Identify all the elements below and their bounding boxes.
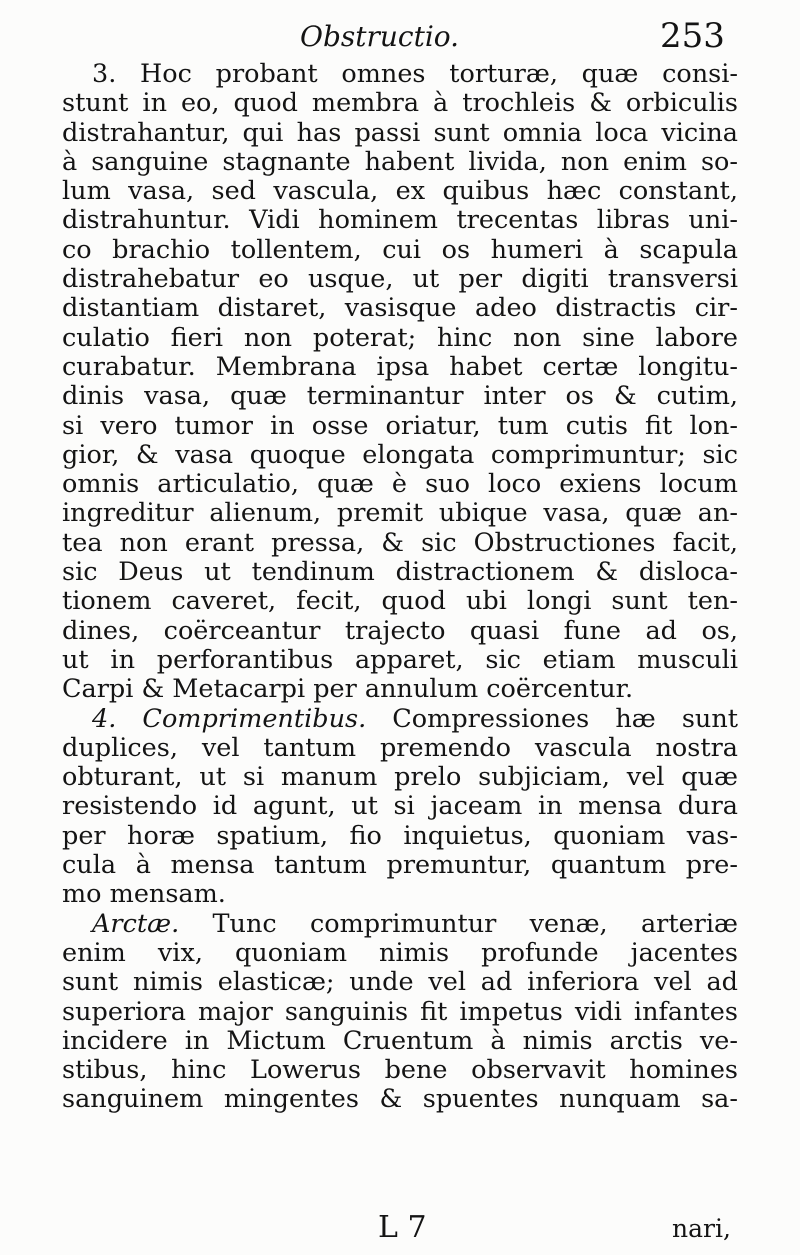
text-line — [62, 617, 738, 646]
text-line — [62, 1085, 738, 1114]
italic-lead: 4. Comprimentibus. — [92, 703, 367, 734]
text-line — [62, 60, 738, 89]
line-text: obturant, ut si manum prelo subjiciam, vel quæ — [62, 762, 738, 793]
line-text: enim vix, quoniam nimis profunde jacentes — [62, 937, 738, 968]
line-text: culatio fieri non poterat; hinc non sine labore — [62, 322, 738, 353]
line-text: mo mensam. — [62, 879, 226, 910]
line-text: superiora major sanguinis fit impetus vidi infantes — [62, 996, 738, 1027]
text-line — [62, 880, 738, 909]
text-line — [62, 558, 738, 587]
line-text: co brachio tollentem, cui os humeri à scapula — [62, 234, 738, 265]
line-text: dinis vasa, quæ terminantur inter os & cutim, — [62, 381, 738, 412]
page-header — [0, 14, 800, 64]
line-text: Carpi & Metacarpi per annulum coërcentur. — [62, 674, 634, 705]
line-text: sanguinem mingentes & spuentes nunquam sa- — [62, 1084, 738, 1115]
text-line — [62, 851, 738, 880]
line-text: distantiam distaret, vasisque adeo distractis cir- — [62, 293, 738, 324]
text-line — [62, 294, 738, 323]
text-line — [62, 265, 738, 294]
line-text: tea non erant pressa, & sic Obstructiones facit, — [62, 527, 738, 558]
text-line — [62, 734, 738, 763]
line-text: ingreditur alienum, premit ubique vasa, quæ an- — [62, 498, 738, 529]
body-text — [62, 60, 738, 1115]
text-line — [62, 89, 738, 118]
text-line — [62, 968, 738, 997]
line-text: curabatur. Membrana ipsa habet certæ longitu- — [62, 351, 738, 382]
line-text: resistendo id agunt, ut si jaceam in mensa dura — [62, 791, 738, 822]
line-text: 3. Hoc probant omnes torturæ, quæ consi- — [92, 59, 738, 89]
text-line — [62, 177, 738, 206]
line-text: duplices, vel tantum premendo vascula nostra — [62, 732, 738, 763]
text-line — [62, 792, 738, 821]
text-line — [62, 763, 738, 792]
line-text: distrahuntur. Vidi hominem trecentas libras uni- — [62, 205, 738, 236]
text-line — [62, 148, 738, 177]
italic-lead: Arctæ. — [92, 908, 180, 939]
text-line — [62, 412, 738, 441]
line-text: distrahantur, qui has passi sunt omnia loca vicina — [62, 117, 738, 148]
text-line — [62, 206, 738, 235]
text-line — [62, 587, 738, 616]
text-line — [62, 499, 738, 528]
line-text: Compressiones hæ sunt — [392, 703, 738, 734]
text-line — [62, 1027, 738, 1056]
line-text: per horæ spatium, fio inquietus, quoniam vas- — [62, 820, 738, 851]
text-line — [62, 382, 738, 411]
signature-mark: L 7 — [378, 1210, 427, 1245]
line-text: sunt nimis elasticæ; unde vel ad inferiora vel ad — [62, 967, 738, 998]
catchword: nari, — [672, 1214, 731, 1243]
line-text: omnis articulatio, quæ è suo loco exiens locum — [62, 469, 738, 500]
text-line — [62, 119, 738, 148]
text-line — [62, 910, 738, 939]
text-line — [62, 705, 738, 734]
text-line — [62, 441, 738, 470]
page-number: 253 — [660, 16, 725, 56]
text-line — [62, 675, 738, 704]
line-text: cula à mensa tantum premuntur, quantum pre- — [62, 850, 738, 881]
line-text: dines, coërceantur trajecto quasi fune ad os, — [62, 615, 738, 646]
text-line — [62, 998, 738, 1027]
text-line — [62, 1056, 738, 1085]
line-text: ut in perforantibus apparet, sic etiam musculi — [62, 644, 738, 675]
line-text: gior, & vasa quoque elongata comprimuntur; sic — [62, 439, 738, 470]
line-text: Tunc comprimuntur venæ, arteriæ — [212, 908, 738, 939]
text-line — [62, 529, 738, 558]
line-text: lum vasa, sed vascula, ex quibus hæc constant, — [62, 176, 738, 207]
text-line — [62, 353, 738, 382]
line-text: tionem caveret, fecit, quod ubi longi sunt ten- — [62, 586, 738, 617]
line-text: distrahebatur eo usque, ut per digiti transversi — [62, 264, 738, 295]
line-text: stunt in eo, quod membra à trochleis & orbiculis — [62, 88, 738, 119]
text-line — [62, 646, 738, 675]
text-line — [62, 822, 738, 851]
line-text: stibus, hinc Lowerus bene observavit homines — [62, 1055, 738, 1086]
running-head: Obstructio. — [300, 20, 460, 53]
text-line — [62, 236, 738, 265]
line-text: incidere in Mictum Cruentum à nimis arctis ve- — [62, 1025, 738, 1056]
line-text: si vero tumor in osse oriatur, tum cutis fit lon- — [62, 410, 738, 441]
line-text: à sanguine stagnante habent livida, non enim so- — [62, 146, 738, 177]
page-footer — [0, 1210, 800, 1250]
line-text: sic Deus ut tendinum distractionem & disloca- — [62, 557, 738, 588]
text-line — [62, 470, 738, 499]
text-line — [62, 939, 738, 968]
text-line — [62, 324, 738, 353]
